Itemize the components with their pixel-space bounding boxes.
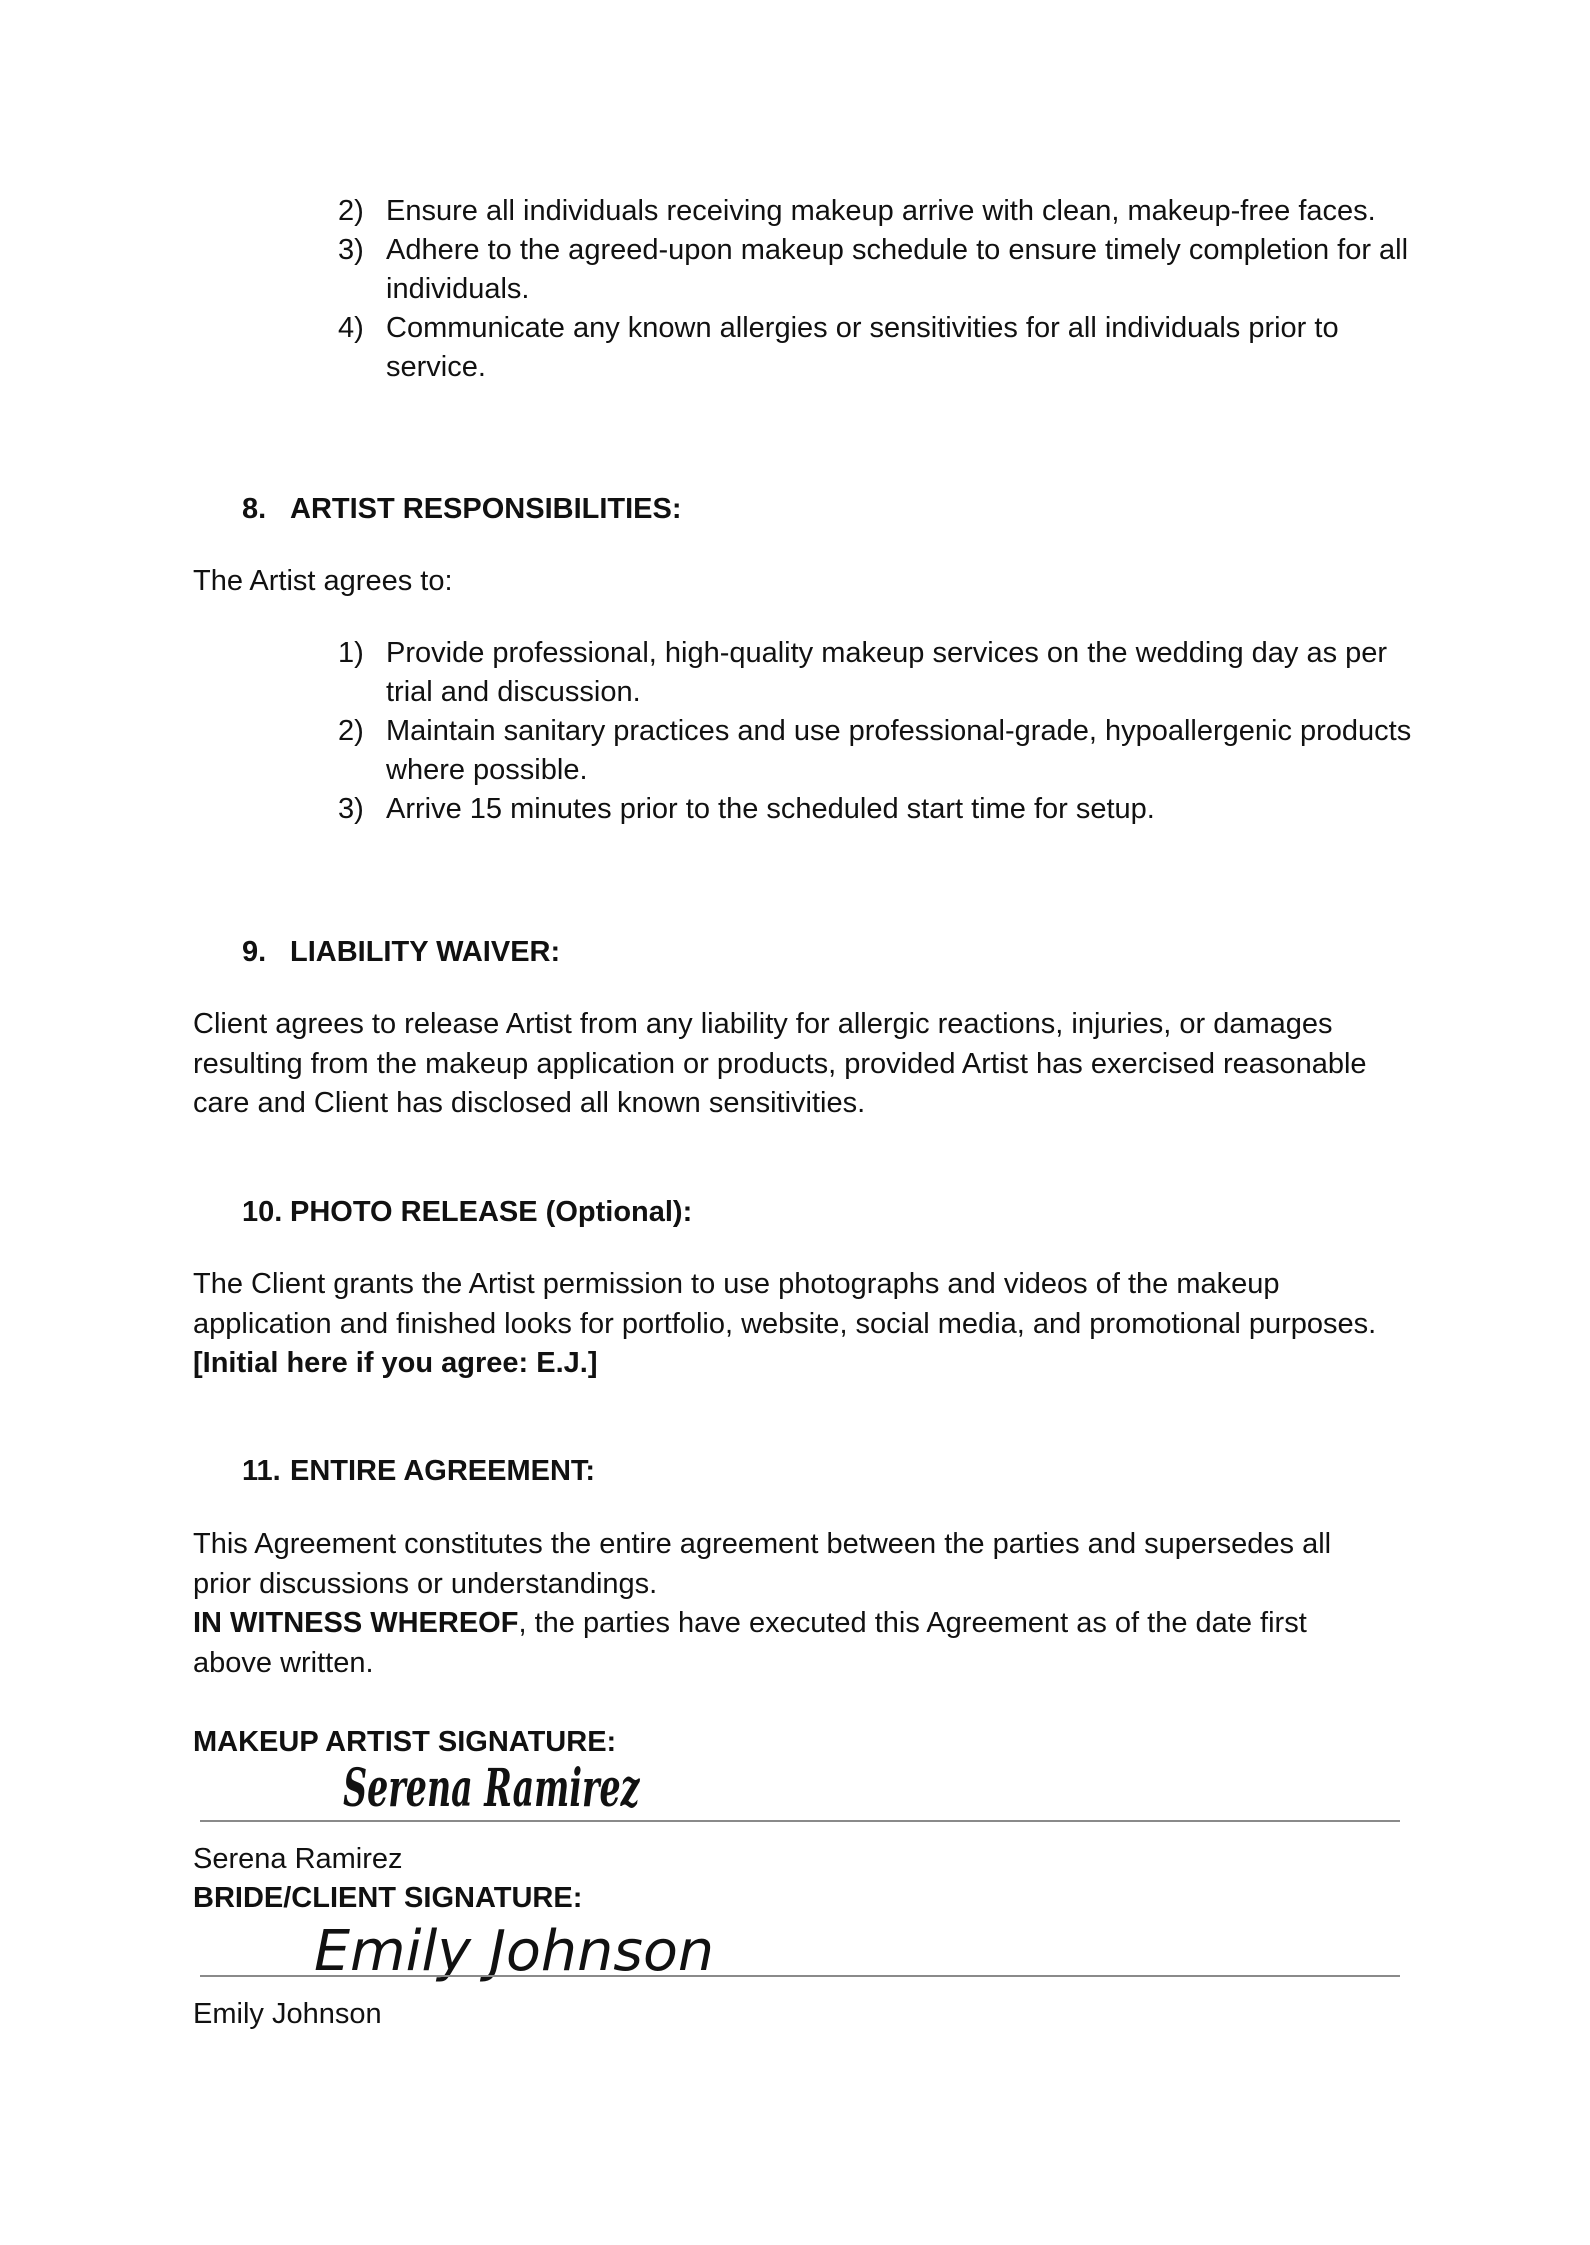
section-9-heading bbox=[242, 933, 560, 972]
artist-printed-name: Serena Ramirez bbox=[193, 1843, 403, 1875]
artist-signature-label: MAKEUP ARTIST SIGNATURE: bbox=[193, 1726, 617, 1758]
list-number: 4) bbox=[338, 312, 364, 344]
initial-field: [Initial here if you agree: E.J.] bbox=[193, 1347, 598, 1379]
list-number: 3) bbox=[338, 793, 364, 825]
list-number: 1) bbox=[338, 637, 364, 669]
list-text: Arrive 15 minutes prior to the scheduled start time for setup. bbox=[386, 793, 1155, 825]
list-text: Ensure all individuals receiving makeup arrive with clean, makeup-free faces. bbox=[386, 195, 1376, 227]
section-title: PHOTO RELEASE (Optional): bbox=[290, 1196, 693, 1228]
list-number: 2) bbox=[338, 195, 364, 227]
client-signature-line bbox=[200, 1975, 1400, 1977]
section-number: 9. bbox=[242, 936, 267, 968]
section-title: LIABILITY WAIVER: bbox=[290, 936, 561, 968]
witness-bold: IN WITNESS WHEREOF bbox=[193, 1607, 519, 1639]
list-number: 3) bbox=[338, 234, 364, 266]
list-text: Maintain sanitary practices and use professional-grade, hypoallergenic products where possible. bbox=[386, 715, 1412, 786]
section-10-body bbox=[193, 1265, 1423, 1384]
client-signature-label: BRIDE/CLIENT SIGNATURE: bbox=[193, 1882, 583, 1914]
agreement-text: This Agreement constitutes the entire agreement between the parties and supersedes all prior discussions or understandings. bbox=[193, 1528, 1332, 1600]
section-8-heading bbox=[242, 490, 682, 529]
artist-signature-line bbox=[200, 1820, 1400, 1822]
section-number: 10. bbox=[242, 1196, 283, 1228]
section-9-body: Client agrees to release Artist from any liability for allergic reactions, injuries, or damages resulting from the makeup application or products, provided Artist has exercised reasonable care and Client has disclosed all known sensitivities. bbox=[193, 1008, 1367, 1119]
photo-release-text: The Client grants the Artist permission to use photographs and videos of the makeup application and finished looks for portfolio, website, social media, and promotional purposes. bbox=[193, 1268, 1377, 1340]
list-number: 2) bbox=[338, 715, 364, 747]
section-11-heading bbox=[242, 1452, 595, 1491]
section-title: ARTIST RESPONSIBILITIES: bbox=[290, 493, 682, 525]
section-number: 8. bbox=[242, 493, 267, 525]
section-10-heading bbox=[242, 1193, 692, 1232]
client-signature-script: Emily Johnson bbox=[314, 1919, 714, 1984]
section-title: ENTIRE AGREEMENT: bbox=[290, 1455, 596, 1487]
section-number: 11. bbox=[242, 1455, 281, 1487]
section-8-intro: The Artist agrees to: bbox=[193, 565, 453, 597]
list-text: Provide professional, high-quality makeup services on the wedding day as per trial and discussion. bbox=[386, 637, 1388, 708]
client-signature-image bbox=[310, 1912, 730, 1992]
client-printed-name: Emily Johnson bbox=[193, 1998, 382, 2030]
list-text: Adhere to the agreed-upon makeup schedule to ensure timely completion for all individuals. bbox=[386, 234, 1409, 305]
artist-signature-image bbox=[340, 1748, 660, 1820]
witness-text: , the parties have executed this Agreement as of the date first above written. bbox=[193, 1607, 1307, 1679]
artist-signature-script: Serena Ramirez bbox=[343, 1756, 641, 1819]
list-text: Communicate any known allergies or sensitivities for all individuals prior to service. bbox=[386, 312, 1339, 383]
section-11-body bbox=[193, 1525, 1393, 1683]
